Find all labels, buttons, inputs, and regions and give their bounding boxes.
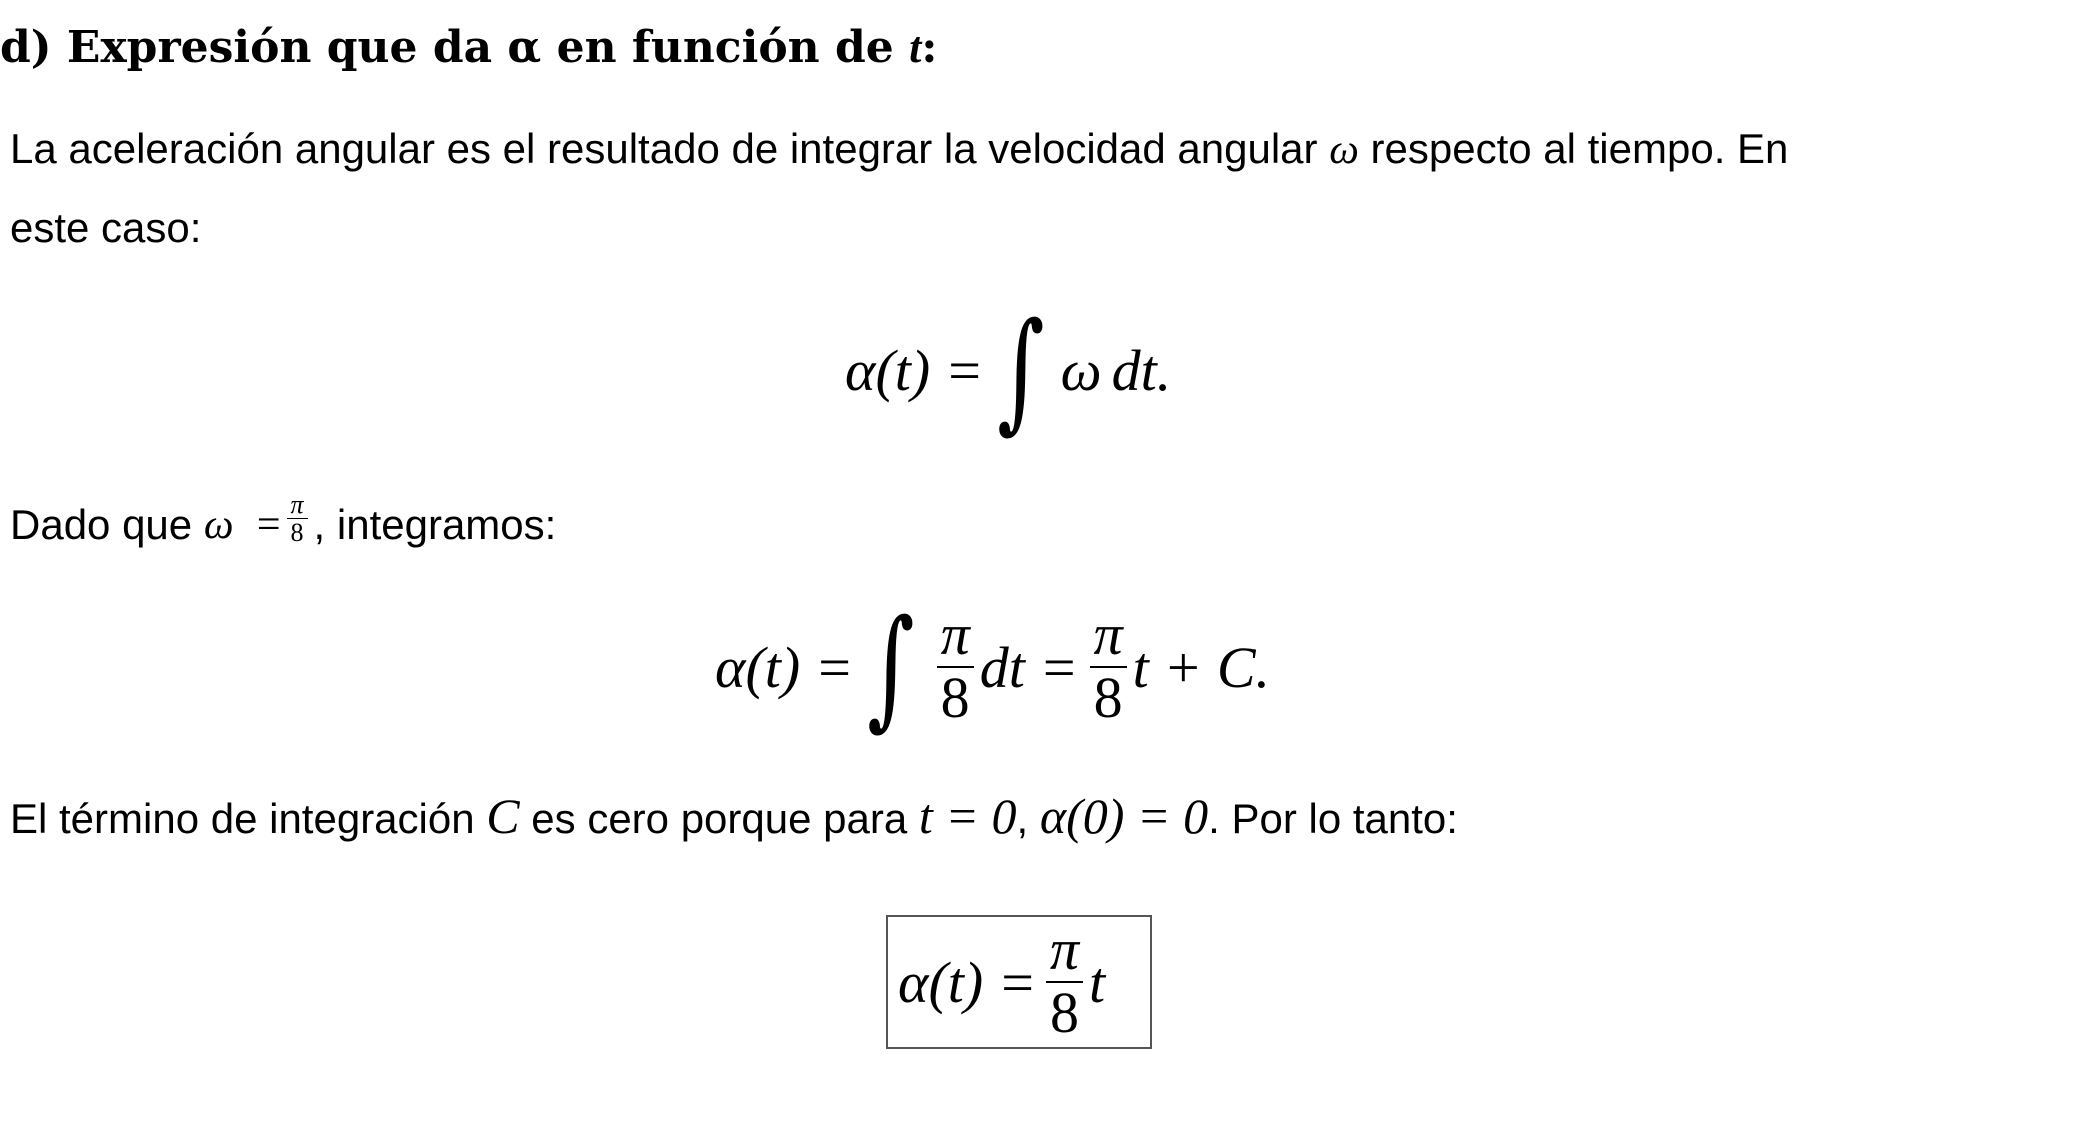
p1-text-before: La aceleración angular es el resultado de integrar la velocidad angular — [10, 125, 1330, 172]
eq2-frac1-num: π — [940, 602, 970, 668]
result-fraction — [1046, 917, 1083, 1045]
p1-text-after: respecto al tiempo. En — [1358, 125, 1789, 172]
heading-alpha: α — [507, 22, 542, 73]
paragraph-1-line-2: este caso: — [10, 204, 202, 251]
p2-frac-den: 8 — [290, 518, 304, 548]
eq2-dt: dt — [979, 634, 1025, 700]
heading-prefix: d) Expresión que da — [0, 22, 508, 73]
paragraph-2 — [10, 490, 557, 553]
result-frac-den: 8 — [1049, 980, 1079, 1045]
eq2-integral-sign: ∫ — [867, 591, 915, 743]
eq1-equals: = — [948, 337, 981, 403]
result-frac-num: π — [1049, 917, 1079, 983]
eq2-equals-2: = — [1042, 634, 1076, 700]
p3-text-middle: es cero porque para — [519, 795, 919, 842]
eq2-frac2-num: π — [1093, 602, 1123, 668]
eq2-frac2-den: 8 — [1093, 665, 1123, 730]
section-heading — [0, 22, 938, 73]
p1-omega: ω — [1329, 127, 1359, 173]
equation-integral-pi-over-8 — [715, 592, 1270, 742]
eq2-equals-1: = — [818, 634, 851, 700]
paragraph-3 — [10, 787, 1458, 845]
eq1-lhs: α(t) — [845, 337, 931, 403]
result-equation — [898, 916, 1105, 1048]
heading-suffix: : — [921, 22, 938, 73]
heading-middle: en función de — [541, 22, 910, 73]
equation-integral-omega — [845, 295, 1171, 445]
p3-text-before: El término de integración — [10, 795, 487, 842]
result-t: t — [1088, 949, 1106, 1015]
p3-comma: , — [1016, 795, 1040, 842]
p2-fraction-pi-over-8 — [287, 491, 308, 547]
result-lhs: α(t) — [898, 949, 984, 1015]
p3-condition-t: t = 0 — [918, 788, 1017, 844]
p2-text-after: , integramos: — [313, 500, 557, 548]
p2-equals: = — [256, 501, 281, 548]
eq2-lhs: α(t) — [715, 634, 801, 700]
eq1-dt: dt. — [1111, 337, 1172, 403]
p3-condition-alpha: α(0) = 0 — [1039, 788, 1209, 844]
eq2-fraction-1 — [937, 602, 974, 730]
p2-frac-num: π — [290, 490, 304, 519]
result-equals: = — [1001, 949, 1034, 1015]
p3-text-after: . Por lo tanto: — [1208, 795, 1458, 842]
eq2-fraction-2 — [1090, 602, 1127, 730]
heading-t: t — [909, 23, 922, 72]
paragraph-1-line-1 — [10, 125, 1788, 174]
p3-constant-c: C — [486, 788, 520, 844]
eq1-omega: ω — [1060, 337, 1102, 403]
eq2-rest: t + C. — [1132, 634, 1271, 700]
p2-text-before: Dado que — [10, 500, 193, 548]
p2-omega: ω — [203, 501, 234, 548]
eq2-frac1-den: 8 — [940, 665, 970, 730]
eq1-integral-sign: ∫ — [997, 294, 1045, 446]
